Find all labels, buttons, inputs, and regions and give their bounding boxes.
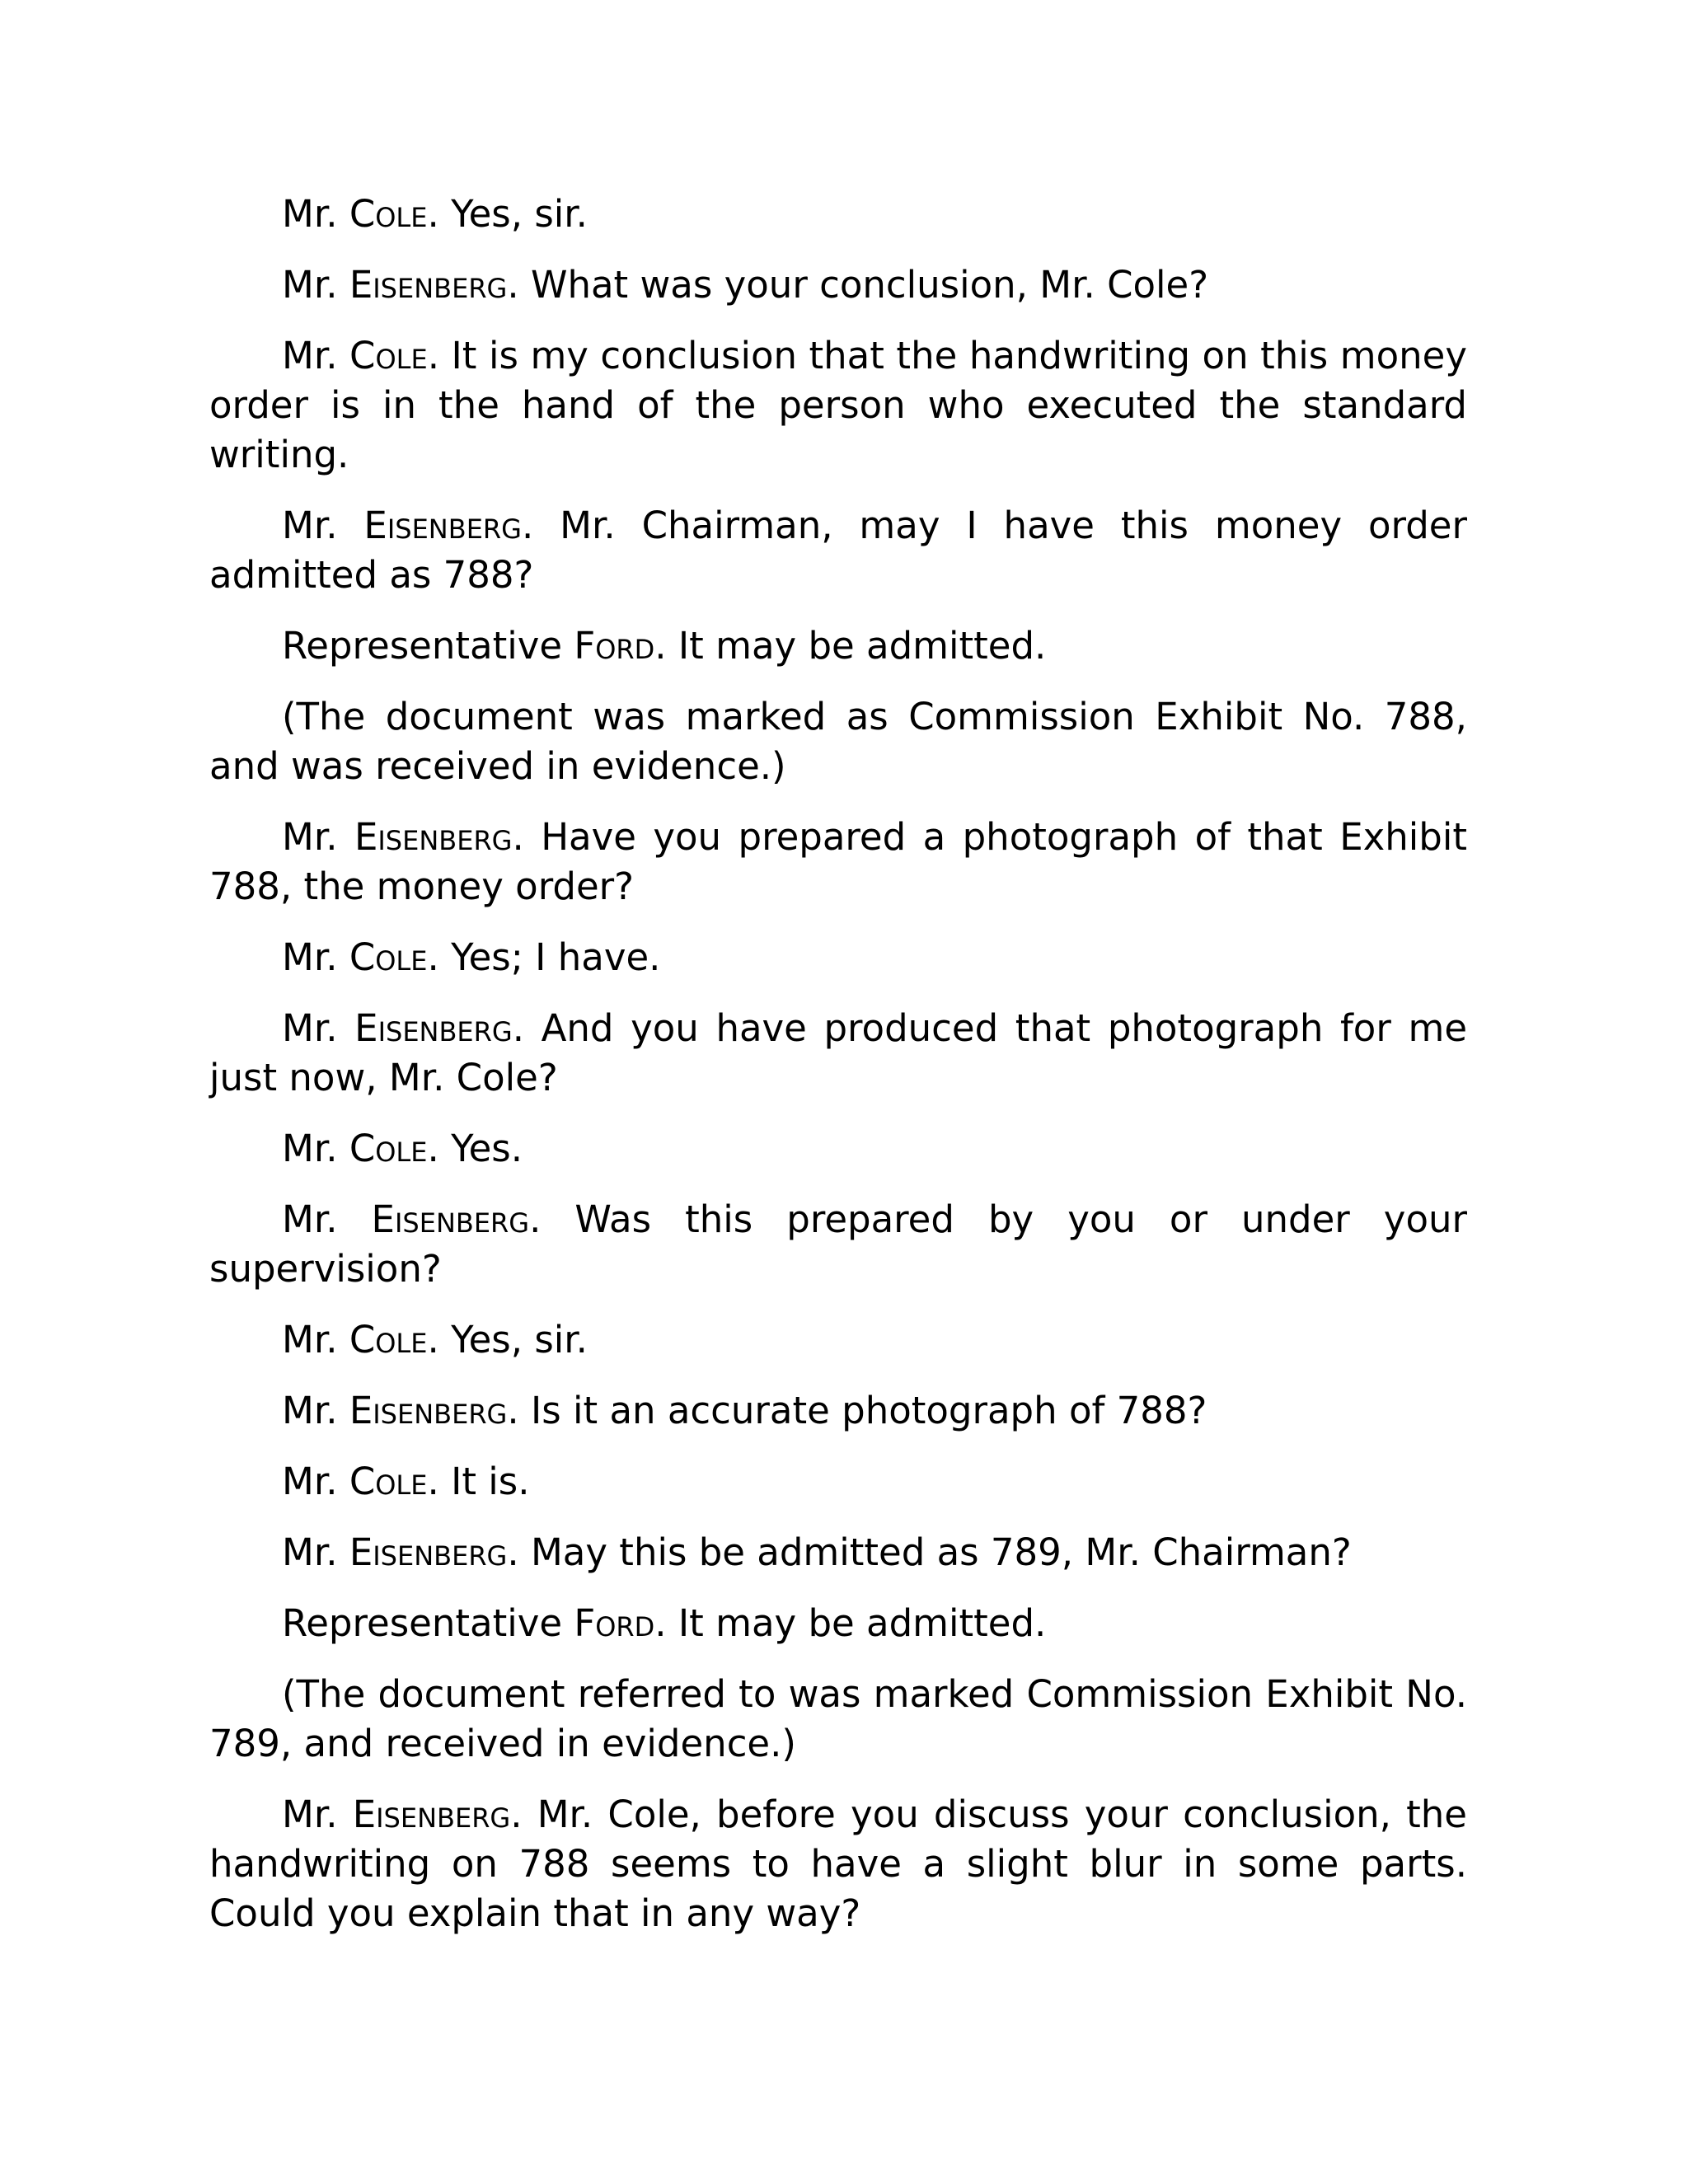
transcript-paragraph (209, 1528, 1467, 1577)
transcript-paragraph (209, 260, 1467, 310)
speaker-name: Eisenberg (349, 263, 508, 307)
paragraph-text: . What was your conclusion, Mr. Cole? (507, 263, 1209, 307)
transcript-paragraph (209, 1124, 1467, 1174)
transcript-paragraph (209, 1457, 1467, 1507)
speaker-name: Eisenberg (354, 1006, 513, 1050)
speaker-name: Cole (349, 1127, 428, 1170)
speaker-title: Mr. (282, 1389, 338, 1432)
transcript-paragraph (209, 1599, 1467, 1648)
transcript-paragraph (209, 1195, 1467, 1294)
speaker-name: Eisenberg (363, 504, 522, 547)
paragraph-text: . Yes, sir. (427, 1318, 588, 1361)
speaker-title: Mr. (282, 1318, 338, 1361)
speaker-name: Ford (574, 1601, 655, 1645)
transcript-paragraph (209, 1670, 1467, 1769)
speaker-name: Cole (349, 334, 428, 377)
paragraph-text: (The document was marked as Commission Exhibit No. 788, and was received in evidence.) (209, 695, 1467, 788)
transcript-paragraph (209, 1315, 1467, 1365)
paragraph-text: . It is my conclusion that the handwriting on this money order is in the hand of the person who executed the standard writing. (209, 334, 1467, 476)
transcript-paragraph (209, 933, 1467, 982)
paragraph-text: . Is it an accurate photograph of 788? (507, 1389, 1207, 1432)
speaker-title: Mr. (282, 334, 338, 377)
speaker-title: Mr. (282, 815, 338, 859)
speaker-name: Cole (349, 192, 428, 236)
speaker-title: Representative (282, 1601, 563, 1645)
speaker-name: Eisenberg (352, 1793, 511, 1836)
transcript-paragraph (209, 1386, 1467, 1436)
speaker-name: Eisenberg (371, 1197, 530, 1241)
speaker-title: Mr. (282, 504, 338, 547)
transcript-page (209, 190, 1467, 1960)
transcript-paragraph (209, 692, 1467, 791)
transcript-paragraph (209, 501, 1467, 600)
speaker-name: Eisenberg (349, 1389, 508, 1432)
speaker-title: Mr. (282, 263, 338, 307)
speaker-name: Cole (349, 1318, 428, 1361)
speaker-title: Mr. (282, 1793, 338, 1836)
paragraph-text: . May this be admitted as 789, Mr. Chairman? (507, 1530, 1352, 1574)
speaker-name: Cole (349, 1460, 428, 1503)
speaker-title: Mr. (282, 1127, 338, 1170)
paragraph-text: . Yes, sir. (427, 192, 588, 236)
paragraph-text: . Mr. Cole, before you discuss your conclusion, the handwriting on 788 seems to have a slight blur in some parts. Could you explain that in any way? (209, 1793, 1467, 1935)
speaker-title: Mr. (282, 1006, 338, 1050)
paragraph-text: . Have you prepared a photograph of that Exhibit 788, the money order? (209, 815, 1467, 908)
transcript-paragraph (209, 1790, 1467, 1938)
paragraph-text: . Yes; I have. (427, 935, 661, 979)
speaker-name: Eisenberg (349, 1530, 508, 1574)
paragraph-text: . Yes. (427, 1127, 523, 1170)
paragraph-text: . Was this prepared by you or under your supervision? (209, 1197, 1467, 1291)
speaker-name: Eisenberg (354, 815, 513, 859)
transcript-paragraph (209, 813, 1467, 912)
paragraph-text: . It is. (427, 1460, 530, 1503)
speaker-title: Mr. (282, 1460, 338, 1503)
transcript-paragraph (209, 331, 1467, 480)
paragraph-text: . It may be admitted. (654, 1601, 1047, 1645)
speaker-title: Mr. (282, 192, 338, 236)
transcript-paragraph (209, 190, 1467, 239)
speaker-title: Mr. (282, 935, 338, 979)
speaker-title: Mr. (282, 1530, 338, 1574)
transcript-paragraph (209, 621, 1467, 671)
paragraph-text: . Mr. Chairman, may I have this money order admitted as 788? (209, 504, 1467, 597)
paragraph-text: (The document referred to was marked Commission Exhibit No. 789, and received in evidence.) (209, 1672, 1467, 1765)
transcript-paragraph (209, 1004, 1467, 1103)
speaker-title: Representative (282, 624, 563, 668)
speaker-name: Cole (349, 935, 428, 979)
speaker-title: Mr. (282, 1197, 338, 1241)
paragraph-text: . It may be admitted. (654, 624, 1047, 668)
speaker-name: Ford (574, 624, 655, 668)
paragraph-text: . And you have produced that photograph for me just now, Mr. Cole? (209, 1006, 1467, 1099)
